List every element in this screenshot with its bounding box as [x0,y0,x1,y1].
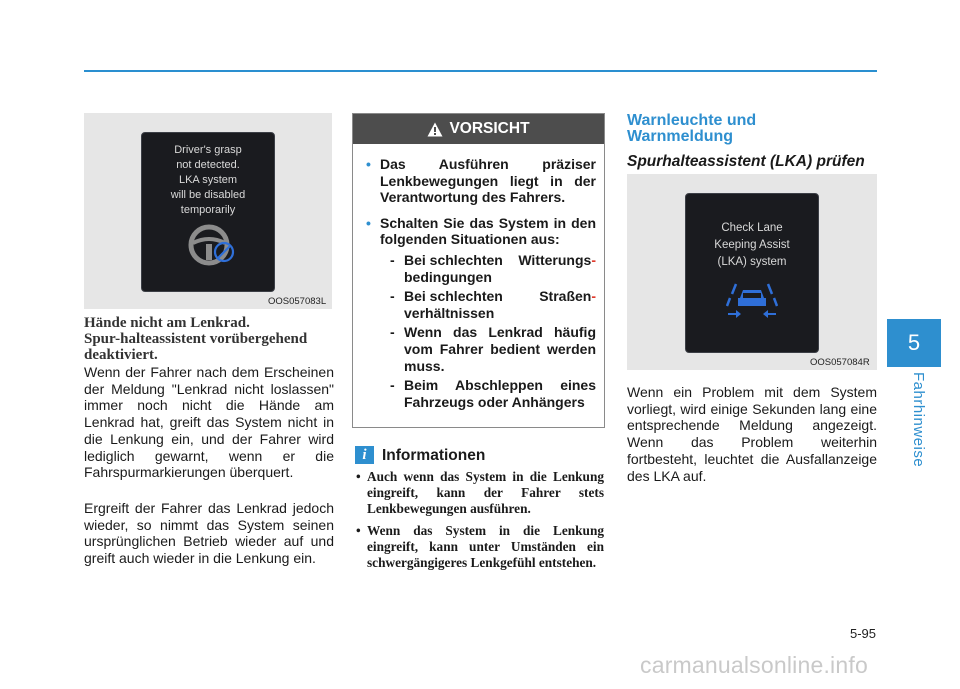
cluster-message [142,143,274,218]
body-paragraph: Wenn der Fahrer nach dem Erscheinen der Meldung "Lenkrad nicht loslassen" immer noch nicht die Hände am Lenkrad hat, greift das System nicht in die Lenkung ein, und der Fahrer wird lediglich gewarnt, wenn er die Fahrspurmarkierungen überquert. [84,364,334,481]
image-code: OOS057083L [268,296,327,307]
subitem-text: Beim Abschleppen eines Fahrzeugs oder Anhängers [404,377,596,410]
screen-line: will be disabled [170,189,246,201]
screen-line: (LKA) system [717,256,787,268]
caution-box [352,113,605,428]
red-hyphen: - [591,251,596,268]
dash: - [390,324,395,341]
heading-line: Hände nicht am Lenkrad. [84,315,250,331]
top-rule [84,70,877,72]
caution-title: VORSICHT [449,120,530,137]
bullet-dot: • [356,523,361,538]
screen-line: Check Lane [721,222,783,234]
subitem-text: Wenn das Lenkrad häufig vom Fahrer bedient werden muss. [404,324,596,374]
heading-line: Warnmeldung [627,128,734,145]
heading-line: deaktiviert. [84,347,158,363]
screen-line: not detected. [176,159,240,171]
body-paragraph: Ergreift der Fahrer das Lenkrad jedoch wieder, so nimmt das System seinen ursprünglichen Betrieb wieder auf und greift auch wieder in die Lenkung ein. [84,500,334,567]
info-item [354,469,604,517]
screen-line: Driver's grasp [174,144,242,156]
dash: - [390,377,395,394]
bullet-dot: • [356,469,361,484]
cluster-display-lka-check [685,193,819,353]
page-number: 5-95 [849,626,876,641]
caution-header [353,114,604,144]
info-text: Auch wenn das System in die Lenkung eingreift, kann der Fahrer stets Lenkbewegungen ausführen. [367,469,604,516]
subitem-cont: bedingungen [404,268,492,285]
lka-warning-icon [726,282,778,318]
chapter-label: Fahrhinweise [910,372,927,468]
screen-line: LKA system [178,174,238,186]
caution-subitem: - Bei schlechten Witterungs- bedingungen [390,251,596,285]
body-paragraph: Wenn ein Problem mit dem System vorliegt, wird einige Sekunden lang eine entsprechende Meldung angezeigt. Wenn das Problem weiterhin fortbesteht, leuchtet die Ausfallanzeige des LKA auf. [627,384,877,484]
bullet-dot: • [366,156,371,172]
dash: - [390,251,395,268]
cluster-message [686,220,818,271]
caution-subitem: - Bei schlechten Straßen- verhältnissen [390,288,596,321]
subheading: Spurhalteassistent (LKA) prüfen [627,153,865,170]
section-heading-warning [627,113,877,145]
info-list [354,469,604,577]
chapter-tab: 5 [887,319,941,367]
info-item [354,523,604,571]
section-heading [84,315,334,363]
info-title: Informationen [382,447,486,464]
heading-line: Spur-halteassistent vorübergehend [84,331,308,347]
red-hyphen: - [591,288,596,305]
caution-body [353,144,604,410]
caution-text: Schalten Sie das System in den folgenden Situationen aus: [380,214,596,248]
warning-triangle-icon [427,122,443,137]
heading-line: Warnleuchte und [627,112,757,129]
bullet-dot: • [366,214,371,231]
caution-subitem [380,377,596,410]
info-text: Wenn das System in die Lenkung eingreift, kann unter Umständen ein schwergängigeres Lenkgefühl entstehen. [367,523,604,570]
watermark: carmanualsonline.info [640,652,868,678]
image-code: OOS057084R [810,357,870,368]
caution-text: Das Ausführen präziser Lenkbewegungen liegt in der Verantwortung des Fahrers. [380,156,596,206]
caution-subitem [380,324,596,374]
info-icon: i [355,446,374,464]
dash: - [390,288,395,305]
caution-bullet [366,156,596,206]
caution-bullet [366,215,596,411]
prohibited-icon [212,240,236,264]
screen-line: temporarily [180,204,236,216]
screen-line: Keeping Assist [714,239,790,251]
subitem-cont: verhältnissen [404,304,495,321]
cluster-display-grasp-warning [141,132,275,292]
